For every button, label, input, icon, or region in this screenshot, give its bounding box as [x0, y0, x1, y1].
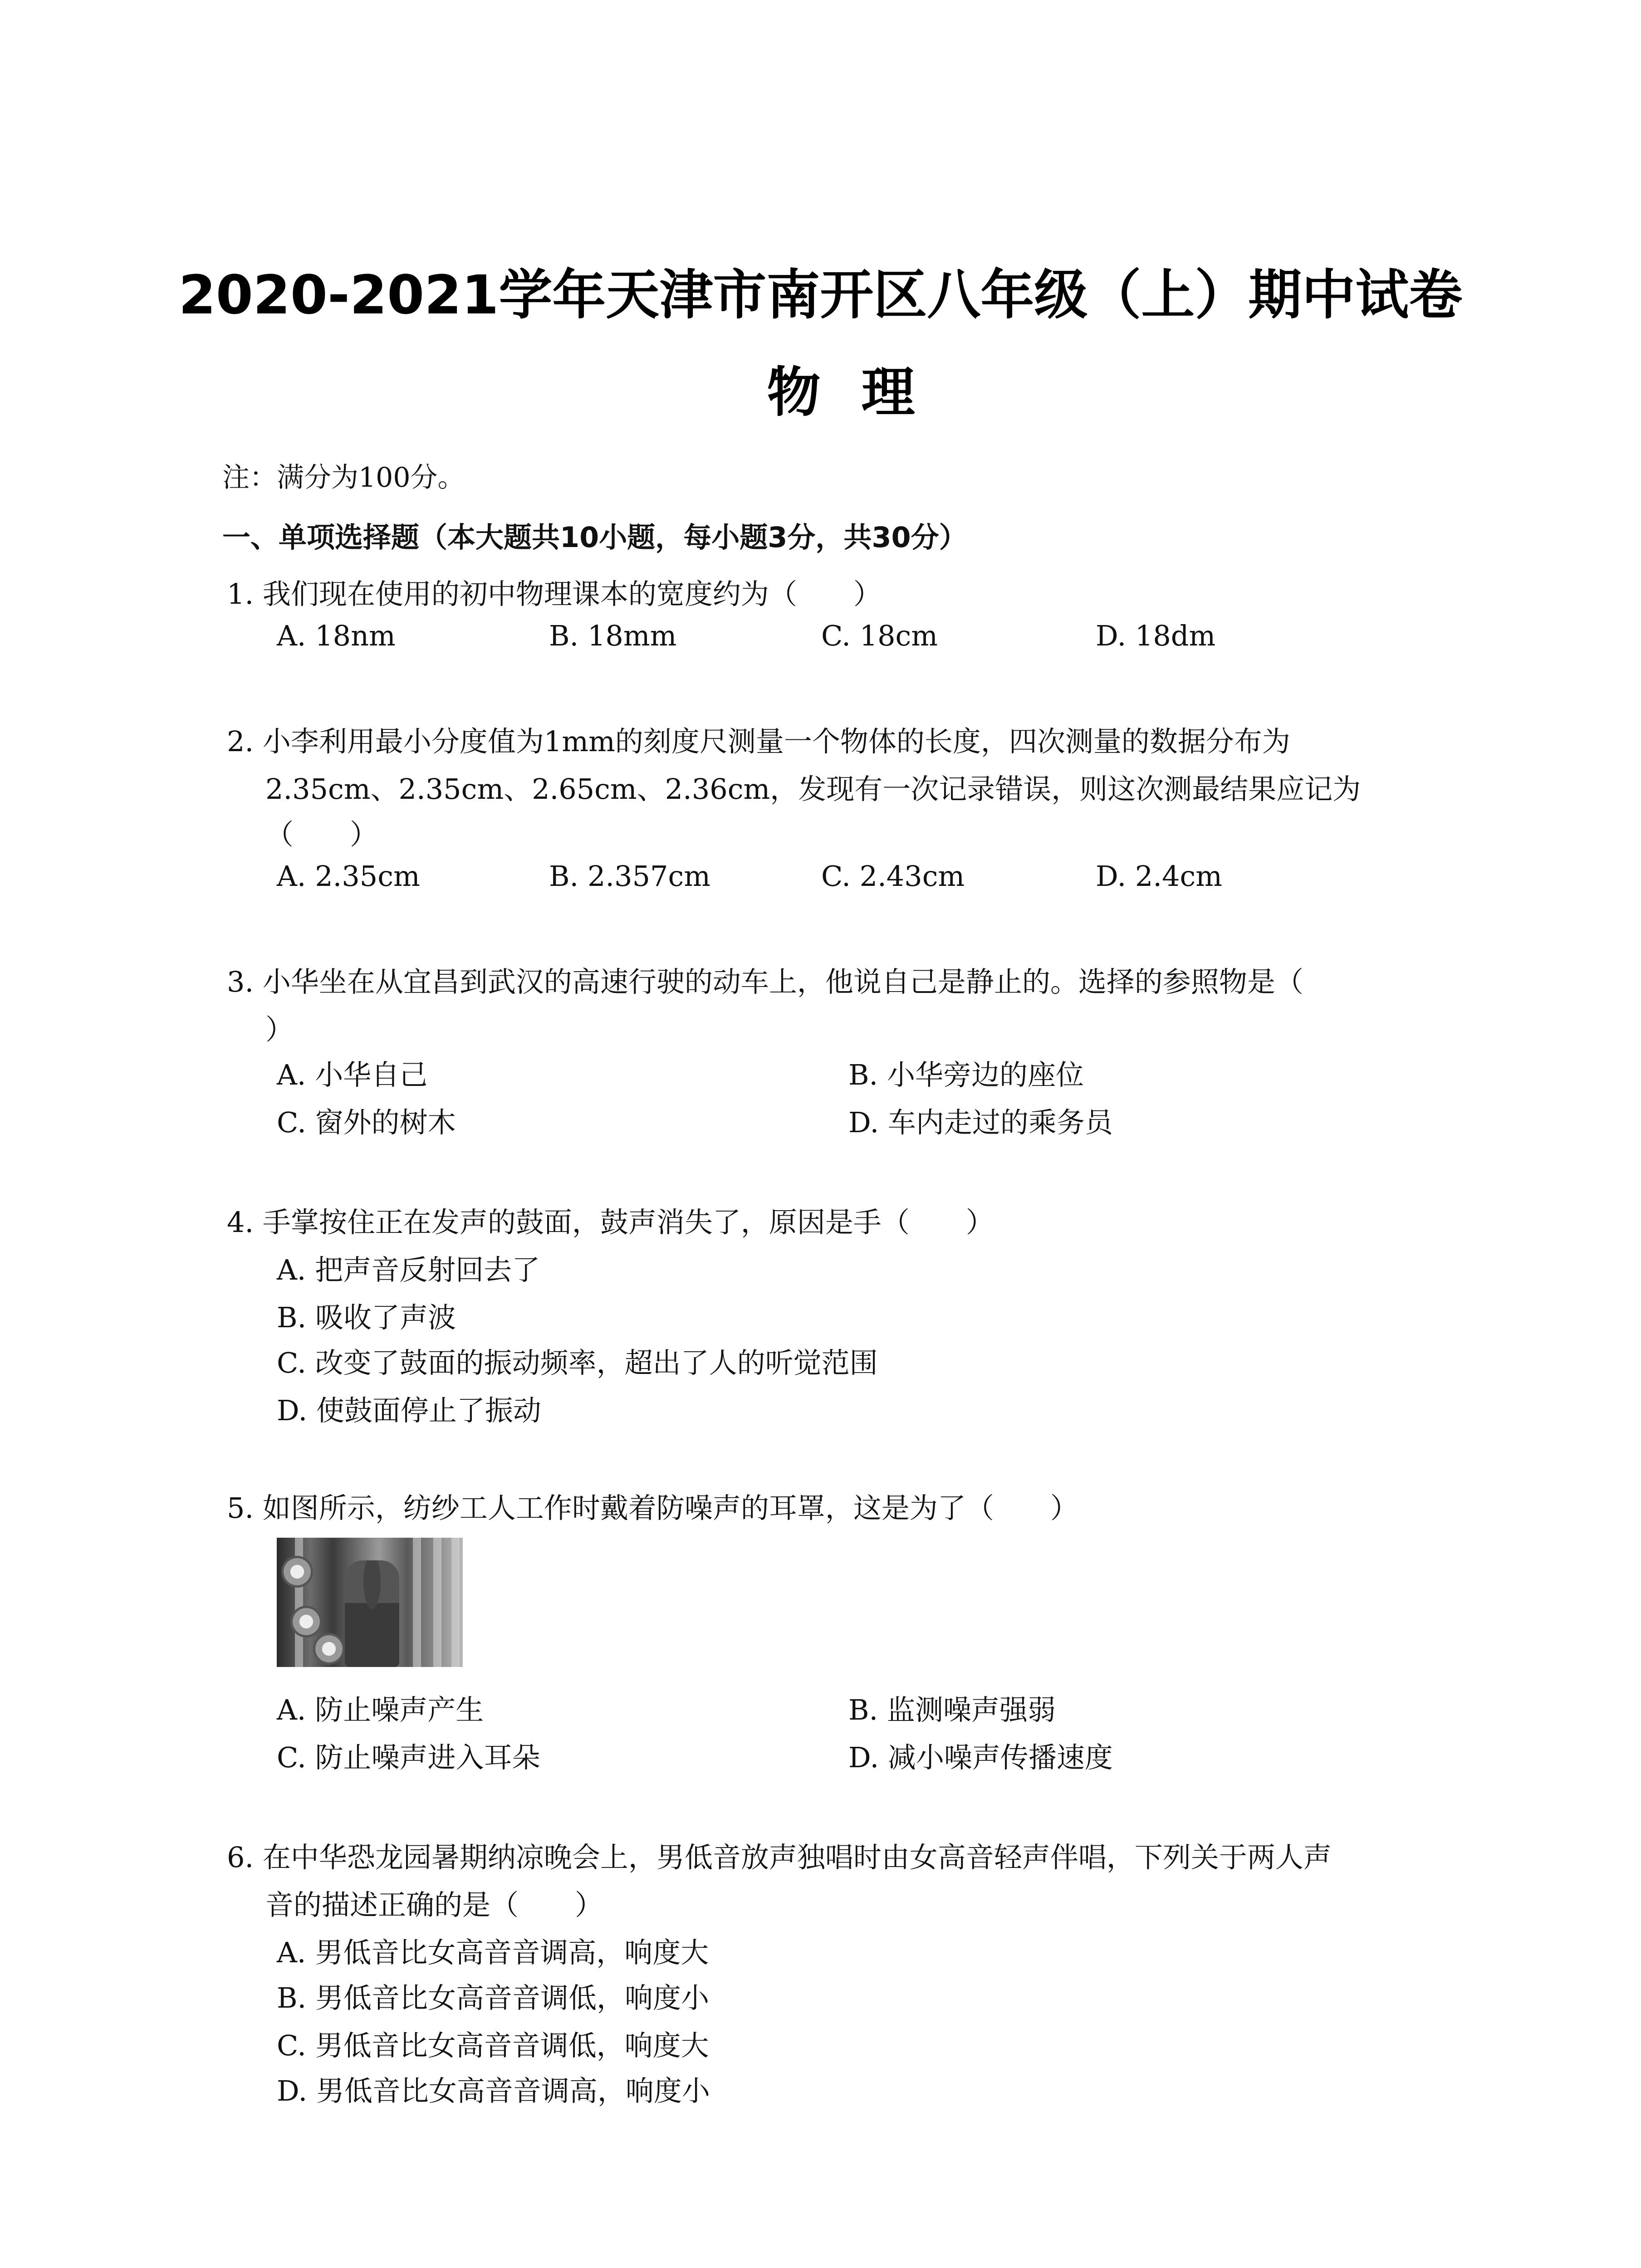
spinning-worker-photo	[277, 1538, 463, 1667]
question-2-stem-line-2: 2.35cm、2.35cm、2.65cm、2.36cm，发现有一次记录错误，则这次测最结果应记为	[265, 772, 1361, 806]
q6-option-a: A. 男低音比女高音音调高，响度大	[277, 1936, 709, 1969]
q2-option-b: B. 2.357cm	[549, 860, 710, 893]
q1-option-b: B. 18mm	[549, 619, 677, 652]
q3-option-c: C. 窗外的树木	[277, 1106, 456, 1139]
question-1-stem: 1. 我们现在使用的初中物理课本的宽度约为（ ）	[227, 577, 882, 611]
q6-option-b: B. 男低音比女高音音调低，响度小	[277, 1981, 709, 2014]
q2-option-a: A. 2.35cm	[277, 860, 420, 893]
q4-option-b: B. 吸收了声波	[277, 1301, 456, 1334]
q2-option-c: C. 2.43cm	[821, 860, 965, 893]
q1-option-c: C. 18cm	[821, 619, 938, 652]
q3-option-a: A. 小华自己	[277, 1058, 428, 1091]
q6-option-d: D. 男低音比女高音音调高，响度小	[277, 2074, 710, 2107]
question-4-stem: 4. 手掌按住正在发声的鼓面，鼓声消失了，原因是手（ ）	[227, 1206, 994, 1239]
q4-option-a: A. 把声音反射回去了	[277, 1253, 540, 1286]
q1-option-a: A. 18nm	[277, 619, 396, 652]
q4-option-c: C. 改变了鼓面的振动频率，超出了人的听觉范围	[277, 1346, 878, 1379]
q5-option-b: B. 监测噪声强弱	[848, 1693, 1056, 1726]
question-2-stem-line-3: （ ）	[265, 818, 378, 851]
subject-title: 物理	[767, 361, 956, 424]
question-3-stem-line-2: ）	[265, 1013, 294, 1046]
q6-option-c: C. 男低音比女高音音调低，响度大	[277, 2029, 709, 2062]
q5-option-a: A. 防止噪声产生	[277, 1693, 484, 1726]
document-title: 2020-2021学年天津市南开区八年级（上）期中试卷	[178, 264, 1463, 326]
score-note: 注：满分为100分。	[222, 462, 465, 494]
question-3-stem-line-1: 3. 小华坐在从宜昌到武汉的高速行驶的动车上，他说自己是静止的。选择的参照物是（	[227, 965, 1303, 998]
question-5-stem: 5. 如图所示，纺纱工人工作时戴着防噪声的耳罩，这是为了（ ）	[227, 1491, 1078, 1525]
section-heading: 一、单项选择题（本大题共10小题，每小题3分，共30分）	[222, 521, 967, 554]
q5-option-c: C. 防止噪声进入耳朵	[277, 1741, 540, 1774]
question-6-stem-line-1: 6. 在中华恐龙园暑期纳凉晚会上，男低音放声独唱时由女高音轻声伴唱，下列关于两人声	[227, 1841, 1332, 1874]
q1-option-d: D. 18dm	[1096, 619, 1216, 652]
question-2-stem-line-1: 2. 小李利用最小分度值为1mm的刻度尺测量一个物体的长度，四次测量的数据分布为	[227, 725, 1290, 758]
q2-option-d: D. 2.4cm	[1096, 860, 1223, 893]
q3-option-b: B. 小华旁边的座位	[848, 1058, 1084, 1091]
question-6-stem-line-2: 音的描述正确的是（ ）	[265, 1888, 603, 1921]
q3-option-d: D. 车内走过的乘务员	[848, 1106, 1113, 1139]
q4-option-d: D. 使鼓面停止了振动	[277, 1394, 541, 1427]
q5-option-d: D. 减小噪声传播速度	[848, 1741, 1113, 1774]
